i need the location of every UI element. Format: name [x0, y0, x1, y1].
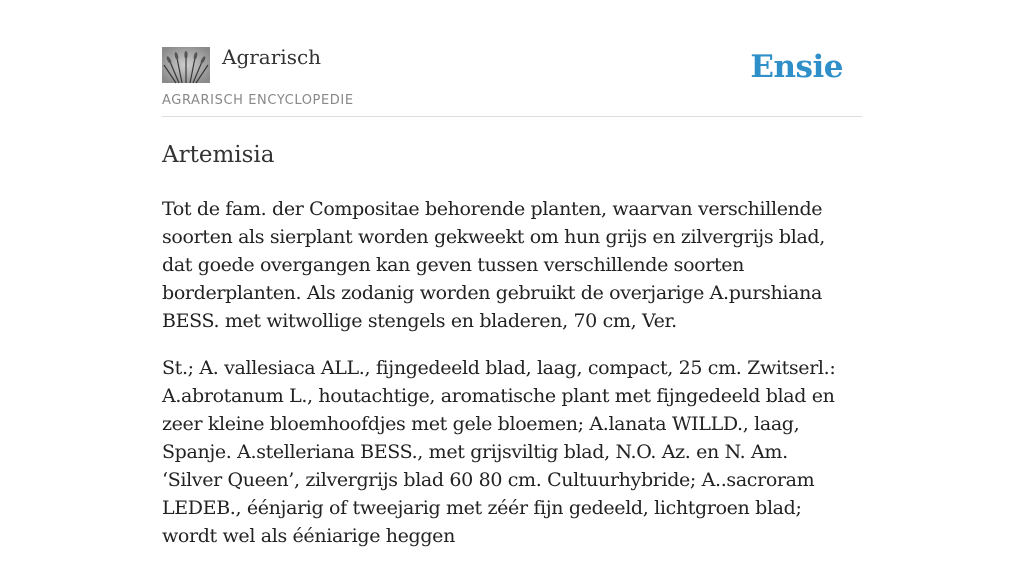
wheat-logo-icon[interactable] [162, 47, 210, 83]
article-paragraph-1: Tot de fam. der Compositae behorende planten, waarvan verschillende soorten als sierplant worden gekweekt om hun grijs en zilvergrijs blad, dat goede overgangen kan geven tussen verschillende soorten borderplanten. Als zodanig worden gebruikt de overjarige A.purshiana BESS. met witwollige stengels en bladeren, 70 cm, Ver. [162, 198, 825, 332]
site-subtitle: AGRARISCH ENCYCLOPEDIE [162, 93, 354, 108]
article-content [162, 137, 862, 569]
article-paragraph-2: St.; A. vallesiaca ALL., fijngedeeld blad, laag, compact, 25 cm. Zwitserl.: A.abrotanum L., houtachtige, aromatische plant met fijngedeeld blad en zeer kleine bloemhoofdjes met gele bloemen; A.lanata WILLD., laag, Spanje. A.stelleriana BESS., met grijsviltig blad, N.O. Az. en N. Am. ‘Silver Queen’, zilvergrijs blad 60 80 cm. Cultuurhybride; A..sacroram LEDEB., éénjarig of tweejarig met zéér fijn gedeeld, lichtgroen blad; wordt wel als ééniarige heggen [162, 357, 836, 547]
site-header [162, 0, 862, 117]
site-title-link[interactable]: Agrarisch [222, 45, 322, 69]
article-title: Artemisia [162, 142, 275, 168]
ensie-brand-logo[interactable]: Ensie [750, 49, 843, 85]
